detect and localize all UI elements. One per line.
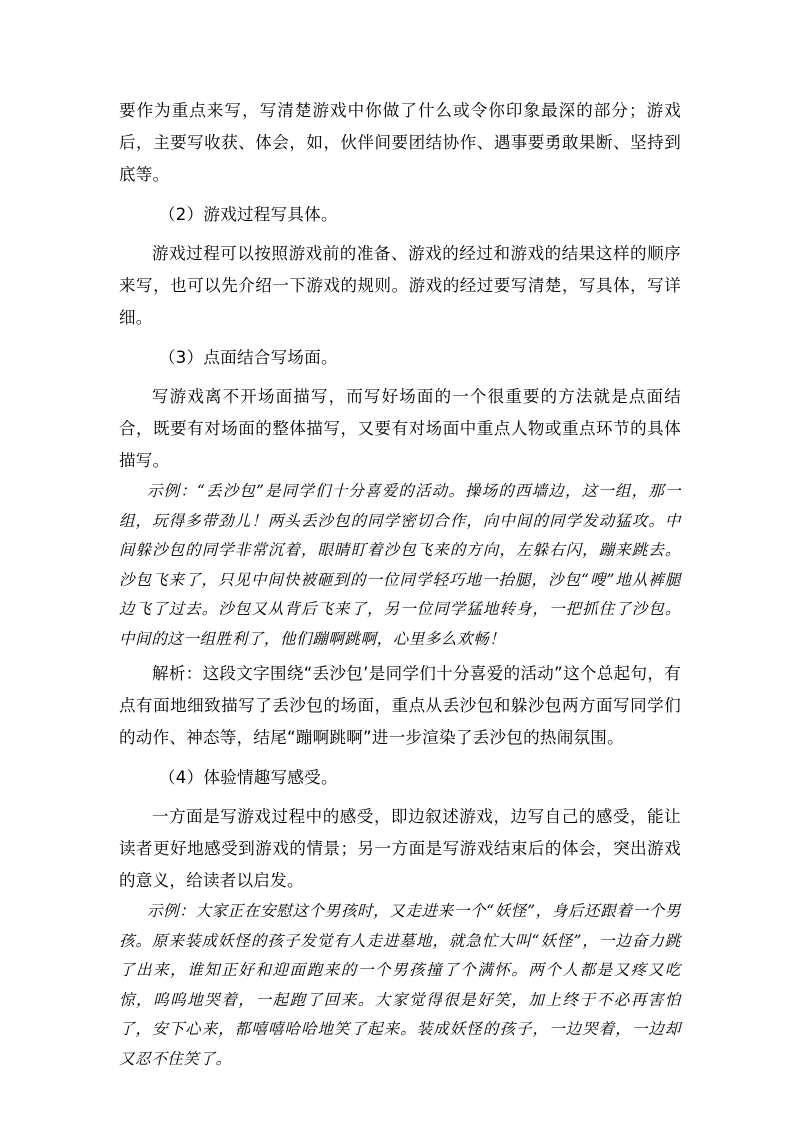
example-sandbag-game: 示例：“丢沙包”是同学们十分喜爱的活动。操场的西墙边，这一组，那一组，玩得多带劲儿！两头丢沙包的同学密切合作，向中间的同学发动猛攻。中间躲沙包的同学非常沉着，眼睛盯着沙包飞来的方向，左躲右闪，蹦来跳去。沙包飞来了，只见中间快被砸到的一位同学轻巧地一抬腿，沙包“嗖”地从裤腿边飞了过去。沙包又从背后飞来了，另一位同学猛地转身，一把抓住了沙包。中间的这一组胜利了，他们蹦啊跳啊，心里多么欢畅！ xyxy=(119,482,681,648)
heading-point-and-area: （3）点面结合写场面。 xyxy=(159,348,338,367)
paragraph-scene-description: 写游戏离不开场面描写，而写好场面的一个很重要的方法就是点面结合，既要有对场面的整体描写，又要有对场面中重点人物或重点环节的具体描写。 xyxy=(119,387,681,470)
paragraph-feelings: 一方面是写游戏过程中的感受，即边叙述游戏，边写自己的感受，能让读者更好地感受到游戏的情景；另一方面是写游戏结束后的体会，突出游戏的意义，给读者以启发。 xyxy=(119,807,681,890)
heading-game-process: （2）游戏过程写具体。 xyxy=(159,205,338,224)
paragraph-game-process: 游戏过程可以按照游戏前的准备、游戏的经过和游戏的结果这样的顺序来写，也可以先介绍一下游戏的规则。游戏的经过要写清楚，写具体，写详细。 xyxy=(119,244,681,327)
example-monster-game: 示例：大家正在安慰这个男孩时，又走进来一个“妖怪”，身后还跟着一个男孩。原来装成妖怪的孩子发觉有人走进墓地，就急忙大叫“妖怪”，一边奋力跳了出来，谁知正好和迎面跑来的一个男孩撞了个满怀。两个人都是又疼又吃惊，呜呜地哭着，一起跑了回来。大家觉得很是好笑，加上终于不必再害怕了，安下心来，都嘻嘻哈哈地笑了起来。装成妖怪的孩子，一边哭着，一边却又忍不住笑了。 xyxy=(119,902,681,1068)
heading-experience-feelings: （4）体验情趣写感受。 xyxy=(159,768,338,787)
analysis-paragraph: 解析：这段文字围绕“丢沙包’是同学们十分喜爱的活动”这个总起句，有点有面地细致描写了丢沙包的场面，重点从丢沙包和躲沙包两方面写同学们的动作、神态等，结尾“蹦啊跳啊”进一步渲染了丢沙包的热闹氛围。 xyxy=(119,664,681,747)
paragraph-writing-focus: 要作为重点来写，写清楚游戏中你做了什么或令你印象最深的部分；游戏后，主要写收获、体会，如，伙伴间要团结协作、遇事要勇敢果断、坚持到底等。 xyxy=(119,101,681,184)
document-body xyxy=(119,95,681,1074)
